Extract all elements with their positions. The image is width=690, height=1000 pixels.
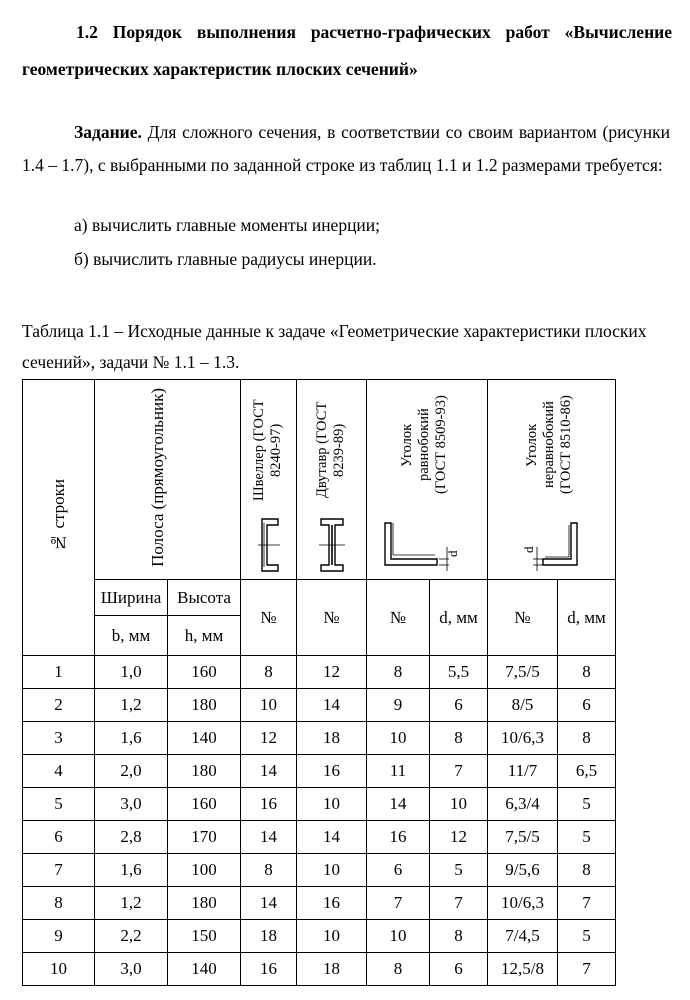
cell-channel-no: 12 (241, 722, 297, 755)
cell-strip-width: 1,0 (95, 656, 168, 689)
header-equal-angle-d: d, мм (430, 580, 488, 656)
cell-channel-no: 8 (241, 854, 297, 887)
cell-strip-height: 180 (168, 755, 241, 788)
table-row (23, 887, 616, 920)
cell-equal-angle-no: 8 (367, 656, 430, 689)
header-channel (241, 380, 297, 580)
header-width: Ширина (95, 580, 168, 616)
cell-row-no: 4 (23, 755, 95, 788)
cell-strip-height: 160 (168, 656, 241, 689)
header-strip (95, 380, 241, 580)
cell-equal-angle-d: 5,5 (430, 656, 488, 689)
unequal-angle-section-icon (507, 517, 597, 573)
table-row (23, 689, 616, 722)
cell-strip-width: 2,2 (95, 920, 168, 953)
table-row (23, 722, 616, 755)
input-data-table (22, 379, 616, 986)
cell-channel-no: 10 (241, 689, 297, 722)
header-ibeam-label: Двутавр (ГОСТ 8239-89) (313, 401, 347, 499)
header-unequal-angle-no: № (488, 580, 558, 656)
cell-strip-width: 1,2 (95, 887, 168, 920)
unequal-angle-d-label: d (520, 546, 536, 553)
task-label: Задание. (74, 122, 142, 142)
cell-equal-angle-no: 8 (367, 953, 430, 986)
cell-unequal-angle-no: 7,5/5 (488, 821, 558, 854)
table-row (23, 755, 616, 788)
header-unequal-angle-label: Уголок неравнобокий (ГОСТ 8510-86) (523, 395, 574, 495)
header-row-no-label: № строки (49, 478, 68, 552)
cell-strip-width: 1,6 (95, 722, 168, 755)
header-unequal-angle-d: d, мм (558, 580, 616, 656)
cell-strip-height: 140 (168, 722, 241, 755)
cell-row-no: 10 (23, 953, 95, 986)
cell-channel-no: 8 (241, 656, 297, 689)
cell-equal-angle-d: 8 (430, 722, 488, 755)
header-row-no (23, 380, 95, 656)
cell-unequal-angle-no: 7/4,5 (488, 920, 558, 953)
cell-ibeam-no: 10 (297, 920, 367, 953)
cell-equal-angle-no: 6 (367, 854, 430, 887)
ibeam-section-icon (317, 517, 347, 573)
cell-unequal-angle-d: 6,5 (558, 755, 616, 788)
cell-unequal-angle-d: 7 (558, 887, 616, 920)
header-h-mm: h, мм (168, 616, 241, 656)
cell-channel-no: 14 (241, 887, 297, 920)
equal-angle-section-icon (377, 517, 467, 573)
cell-strip-width: 2,0 (95, 755, 168, 788)
cell-strip-width: 3,0 (95, 953, 168, 986)
cell-unequal-angle-d: 8 (558, 854, 616, 887)
cell-equal-angle-no: 7 (367, 887, 430, 920)
cell-ibeam-no: 10 (297, 854, 367, 887)
table-row (23, 821, 616, 854)
cell-channel-no: 18 (241, 920, 297, 953)
header-equal-angle (367, 380, 488, 580)
cell-equal-angle-no: 10 (367, 920, 430, 953)
table-row (23, 788, 616, 821)
cell-equal-angle-d: 7 (430, 887, 488, 920)
cell-unequal-angle-no: 11/7 (488, 755, 558, 788)
cell-unequal-angle-d: 8 (558, 656, 616, 689)
cell-row-no: 9 (23, 920, 95, 953)
cell-unequal-angle-no: 10/6,3 (488, 722, 558, 755)
cell-ibeam-no: 18 (297, 953, 367, 986)
cell-unequal-angle-d: 5 (558, 821, 616, 854)
cell-ibeam-no: 12 (297, 656, 367, 689)
table-row (23, 953, 616, 986)
cell-ibeam-no: 16 (297, 887, 367, 920)
header-unequal-angle (488, 380, 616, 580)
cell-strip-height: 170 (168, 821, 241, 854)
cell-equal-angle-d: 7 (430, 755, 488, 788)
cell-equal-angle-no: 11 (367, 755, 430, 788)
cell-equal-angle-d: 6 (430, 953, 488, 986)
cell-equal-angle-d: 12 (430, 821, 488, 854)
cell-unequal-angle-d: 5 (558, 920, 616, 953)
cell-unequal-angle-no: 12,5/8 (488, 953, 558, 986)
cell-unequal-angle-no: 7,5/5 (488, 656, 558, 689)
cell-strip-height: 160 (168, 788, 241, 821)
cell-strip-height: 100 (168, 854, 241, 887)
task-item-a: а) вычислить главные моменты инерции; (74, 215, 381, 235)
cell-strip-width: 1,2 (95, 689, 168, 722)
cell-row-no: 6 (23, 821, 95, 854)
task-item-b: б) вычислить главные радиусы инерции. (74, 249, 377, 269)
cell-strip-height: 180 (168, 689, 241, 722)
header-channel-no: № (241, 580, 297, 656)
cell-ibeam-no: 16 (297, 755, 367, 788)
header-ibeam-no: № (297, 580, 367, 656)
cell-equal-angle-d: 6 (430, 689, 488, 722)
task-paragraph (22, 116, 670, 182)
cell-channel-no: 16 (241, 953, 297, 986)
cell-strip-width: 2,8 (95, 821, 168, 854)
channel-section-icon (256, 517, 282, 573)
equal-angle-d-label: d (445, 550, 460, 557)
cell-strip-height: 140 (168, 953, 241, 986)
cell-ibeam-no: 14 (297, 689, 367, 722)
header-ibeam (297, 380, 367, 580)
cell-channel-no: 16 (241, 788, 297, 821)
cell-equal-angle-no: 16 (367, 821, 430, 854)
cell-unequal-angle-no: 6,3/4 (488, 788, 558, 821)
cell-ibeam-no: 10 (297, 788, 367, 821)
cell-unequal-angle-no: 8/5 (488, 689, 558, 722)
cell-equal-angle-no: 9 (367, 689, 430, 722)
header-equal-angle-no: № (367, 580, 430, 656)
cell-unequal-angle-d: 5 (558, 788, 616, 821)
header-equal-angle-label: Уголок равнобокий (ГОСТ 8509-93) (399, 395, 449, 495)
cell-row-no: 3 (23, 722, 95, 755)
section-heading: 1.2 Порядок выполнения расчетно-графических работ «Вычисление геометрических характеристик плоских сечений» (22, 22, 672, 79)
task-text: Для сложного сечения, в соответствии со своим вариантом (рисунки 1.4 – 1.7), с выбранными по заданной строке из таблиц 1.1 и 1.2 размерами требуется: (22, 122, 670, 175)
header-height: Высота (168, 580, 241, 616)
cell-row-no: 1 (23, 656, 95, 689)
cell-unequal-angle-no: 9/5,6 (488, 854, 558, 887)
cell-equal-angle-no: 14 (367, 788, 430, 821)
cell-unequal-angle-d: 8 (558, 722, 616, 755)
cell-strip-width: 1,6 (95, 854, 168, 887)
cell-equal-angle-d: 5 (430, 854, 488, 887)
cell-strip-height: 180 (168, 887, 241, 920)
cell-channel-no: 14 (241, 821, 297, 854)
cell-unequal-angle-d: 7 (558, 953, 616, 986)
cell-unequal-angle-d: 6 (558, 689, 616, 722)
cell-channel-no: 14 (241, 755, 297, 788)
cell-unequal-angle-no: 10/6,3 (488, 887, 558, 920)
header-strip-label: Полоса (прямоугольник) (147, 387, 167, 567)
cell-row-no: 8 (23, 887, 95, 920)
table-caption: Таблица 1.1 – Исходные данные к задаче «Геометрические характеристики плоских сечений», задачи № 1.1 – 1.3. (22, 321, 647, 372)
table-row (23, 920, 616, 953)
header-channel-label: Швеллер (ГОСТ 8240-97) (250, 399, 284, 501)
cell-row-no: 2 (23, 689, 95, 722)
cell-ibeam-no: 18 (297, 722, 367, 755)
cell-strip-width: 3,0 (95, 788, 168, 821)
cell-row-no: 5 (23, 788, 95, 821)
table-row (23, 854, 616, 887)
cell-equal-angle-no: 10 (367, 722, 430, 755)
header-b-mm: b, мм (95, 616, 168, 656)
cell-row-no: 7 (23, 854, 95, 887)
table-row (23, 656, 616, 689)
cell-equal-angle-d: 8 (430, 920, 488, 953)
cell-ibeam-no: 14 (297, 821, 367, 854)
cell-strip-height: 150 (168, 920, 241, 953)
cell-equal-angle-d: 10 (430, 788, 488, 821)
